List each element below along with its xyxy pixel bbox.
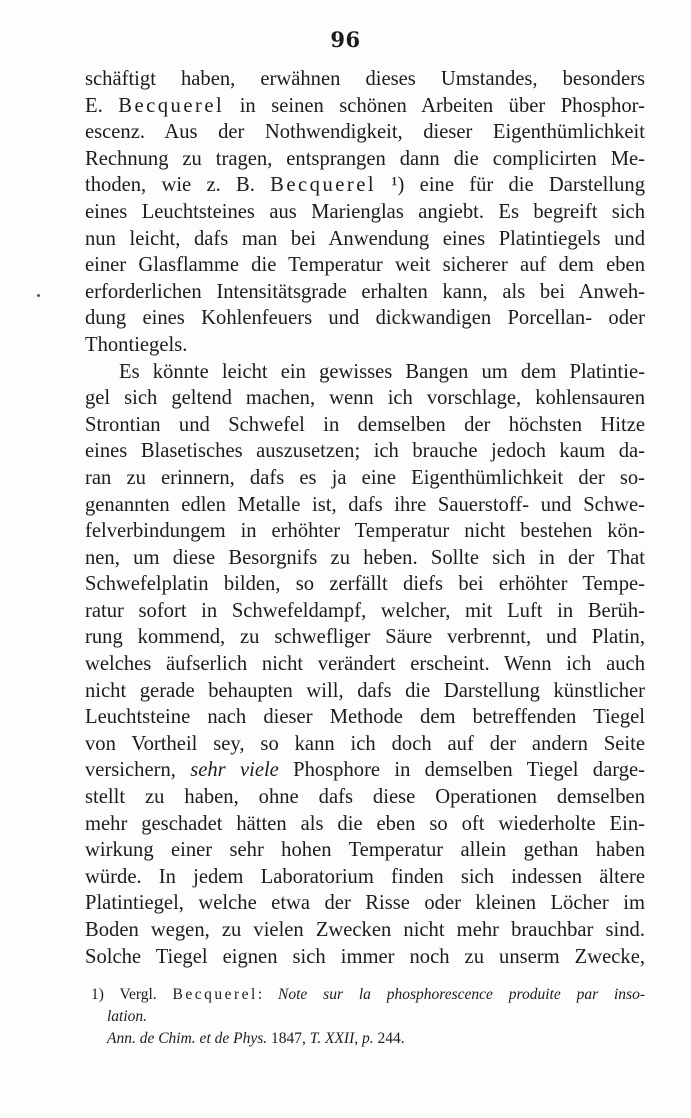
- text-line: [85, 545, 645, 572]
- text-line: [85, 226, 645, 253]
- text-run: Thontiegels.: [85, 333, 188, 356]
- text-line: [85, 837, 645, 864]
- text-run: Platintiegel, welche etwa der Risse oder kleinen Löcher im: [85, 892, 645, 915]
- page-number: 96: [330, 27, 361, 52]
- spaced-name: Becquerel: [172, 986, 258, 1003]
- text-line: [85, 917, 645, 944]
- text-run: Strontian und Schwefel in demselben der höchsten Hitze: [85, 413, 645, 436]
- text-run: rung kommend, zu schwefliger Säure verbrennt, und Platin,: [85, 626, 645, 649]
- text-line: [85, 864, 645, 891]
- text-run: Leuchtsteine nach dieser Methode dem betreffenden Tiegel: [85, 706, 645, 729]
- text-run: genannten edlen Metalle ist, dafs ihre Sauerstoff- und Schwe-: [85, 493, 645, 516]
- text-line: [85, 438, 645, 465]
- footnote-line: [85, 1006, 645, 1028]
- text-line: [85, 784, 645, 811]
- text-run: schäftigt haben, erwähnen dieses Umstandes, besonders: [85, 68, 645, 90]
- text-line: [85, 146, 645, 173]
- text-line: [85, 385, 645, 412]
- italic-run: lation.: [107, 1008, 148, 1025]
- text-line: [85, 492, 645, 519]
- text-run: versichern,: [85, 759, 191, 782]
- text-line: [85, 571, 645, 598]
- text-run: mehr geschadet hätten als die eben so oft wiederholte Ein-: [85, 812, 645, 835]
- text-line: [85, 890, 645, 917]
- paragraph: [85, 359, 645, 971]
- italic-run: Ann. de Chim. et de Phys.: [107, 1030, 268, 1047]
- body-text: [85, 66, 645, 970]
- text-run: eines Blasetisches auszusetzen; ich brauche jedoch kaum da-: [85, 440, 645, 463]
- text-run: Boden wegen, zu vielen Zwecken nicht mehr brauchbar sind.: [85, 919, 645, 941]
- paragraph: [85, 66, 645, 359]
- text-run: 244.: [373, 1030, 405, 1047]
- text-line: [85, 704, 645, 731]
- text-line: [85, 199, 645, 226]
- footnote: [85, 984, 645, 1050]
- text-run: 1) Vergl.: [91, 986, 173, 1003]
- text-line: [85, 811, 645, 838]
- margin-speck: [37, 294, 40, 297]
- text-line: [85, 172, 645, 199]
- text-run: E.: [85, 94, 119, 117]
- footnote-line: [85, 1028, 645, 1050]
- text-run: 1847,: [267, 1030, 310, 1047]
- text-line: [85, 518, 645, 545]
- text-line: [85, 93, 645, 120]
- text-run: nen, um diese Besorgnifs zu heben. Sollte sich in der That: [85, 546, 645, 569]
- text-line: [85, 944, 645, 971]
- text-run: dung eines Kohlenfeuers und dickwandigen Porcellan- oder: [85, 307, 645, 330]
- text-line: [85, 252, 645, 279]
- spaced-name: Becquerel: [118, 94, 225, 117]
- text-run: einer Glasflamme die Temperatur weit sicherer auf dem eben: [85, 254, 645, 277]
- text-run: Es könnte leicht ein gewisses Bangen um dem Platintie-: [119, 360, 645, 383]
- text-run: Solche Tiegel eignen sich immer noch zu unserm Zwecke,: [85, 945, 645, 968]
- text-line: [85, 624, 645, 651]
- footnotes: [85, 984, 645, 1050]
- text-run: Schwefelplatin bilden, so zerfällt diefs bei erhöhter Tempe-: [85, 573, 645, 596]
- italic-run: sehr viele: [190, 759, 279, 782]
- text-run: Phosphore in demselben Tiegel darge-: [278, 759, 646, 782]
- text-line: [85, 465, 645, 492]
- text-run: felverbindungem in erhöhter Temperatur nicht bestehen kön-: [85, 520, 645, 543]
- text-line: [85, 412, 645, 439]
- text-run: würde. In jedem Laboratorium finden sich indessen ältere: [85, 865, 645, 888]
- text-run: ran zu erinnern, dafs es ja eine Eigenthümlichkeit der so-: [85, 466, 645, 489]
- text-run: von Vortheil sey, so kann ich doch auf der andern Seite: [85, 732, 645, 755]
- text-line: [85, 119, 645, 146]
- text-run: welches äufserlich nicht verändert erscheint. Wenn ich auch: [85, 653, 645, 676]
- text-run: nicht gerade behaupten will, dafs die Darstellung künstlicher: [85, 679, 645, 702]
- text-line: [85, 305, 645, 332]
- text-run: in seinen schönen Arbeiten über Phosphor-: [224, 94, 645, 117]
- italic-run: T. XXII, p.: [309, 1030, 374, 1047]
- text-run: :: [257, 986, 279, 1003]
- text-line: [85, 731, 645, 758]
- text-line: [85, 757, 645, 784]
- text-line: [85, 279, 645, 306]
- text-run: wirkung einer sehr hohen Temperatur allein gethan haben: [85, 839, 645, 862]
- text-line: [85, 651, 645, 678]
- text-run: nun leicht, dafs man bei Anwendung eines Platintiegels und: [85, 227, 645, 250]
- text-run: Rechnung zu tragen, entsprangen dann die complicirten Me-: [85, 147, 645, 170]
- text-run: ratur sofort in Schwefeldampf, welcher, mit Luft in Berüh-: [85, 599, 645, 622]
- text-line: [85, 678, 645, 705]
- text-run: eines Leuchtsteines aus Marienglas angiebt. Es begreift sich: [85, 200, 645, 223]
- spaced-name: Becquerel: [270, 174, 377, 197]
- text-line: [85, 332, 645, 359]
- text-run: gel sich geltend machen, wenn ich vorschlage, kohlensauren: [85, 387, 645, 410]
- text-run: stellt zu haben, ohne dafs diese Operationen demselben: [85, 786, 645, 809]
- text-line: [85, 359, 645, 386]
- footnote-line: [85, 984, 645, 1006]
- text-line: [85, 66, 645, 93]
- text-run: erforderlichen Intensitätsgrade erhalten kann, als bei Anweh-: [85, 280, 645, 303]
- text-run: thoden, wie z. B.: [85, 174, 271, 197]
- text-line: [85, 598, 645, 625]
- text-run: ¹) eine für die Darstellung: [376, 174, 645, 197]
- italic-run: Note sur la phosphorescence produite par inso-: [278, 986, 645, 1003]
- text-run: escenz. Aus der Nothwendigkeit, dieser Eigenthümlichkeit: [85, 121, 645, 144]
